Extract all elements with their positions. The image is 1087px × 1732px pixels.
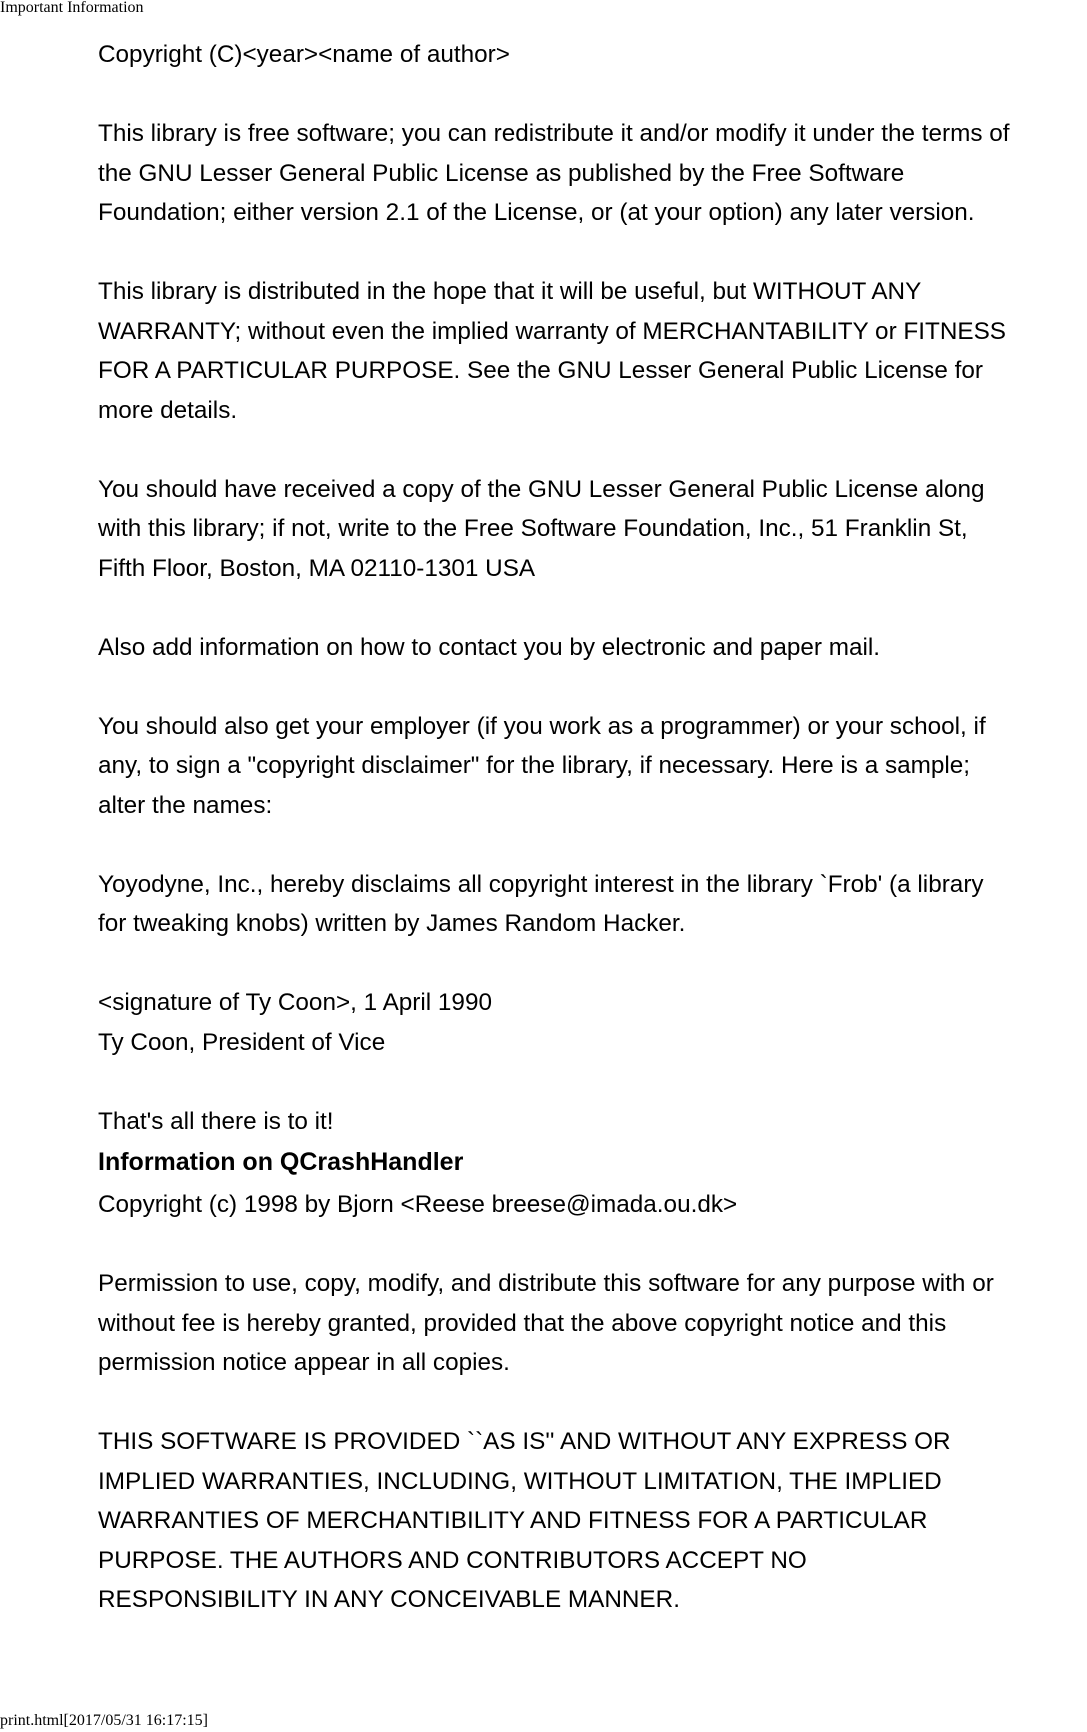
text-line: for tweaking knobs) written by James Random Hacker. xyxy=(98,910,686,937)
text-line: Foundation; either version 2.1 of the License, or (at your option) any later version. xyxy=(98,199,975,226)
text-line: WARRANTIES OF MERCHANTIBILITY AND FITNESS FOR A PARTICULAR xyxy=(98,1507,928,1534)
paragraph-spacer xyxy=(98,233,1087,273)
paragraph-spacer xyxy=(98,75,1087,115)
lgpl-paragraph-closing xyxy=(98,1102,1087,1142)
document-body xyxy=(98,35,1087,1620)
section-heading-qcrashhandler: Information on QCrashHandler xyxy=(98,1148,464,1176)
lgpl-paragraph-warranty xyxy=(98,272,1087,430)
lgpl-paragraph-copy-received xyxy=(98,470,1087,589)
text-line: Fifth Floor, Boston, MA 02110-1301 USA xyxy=(98,554,536,582)
text-line: That's all there is to it! xyxy=(98,1107,334,1135)
text-line: WARRANTY; without even the implied warranty of MERCHANTABILITY or FITNESS xyxy=(98,317,1007,345)
text-line: without fee is hereby granted, provided that the above copyright notice and this xyxy=(98,1309,947,1337)
text-line: the GNU Lesser General Public License as published by the Free Software xyxy=(98,159,905,187)
text-line: Copyright (C)<year><name of author> xyxy=(98,41,510,68)
text-line: <signature of Ty Coon>, 1 April 1990 xyxy=(98,989,492,1016)
text-line: more details. xyxy=(98,396,238,424)
text-line: Ty Coon, President of Vice xyxy=(98,1028,386,1056)
paragraph-spacer xyxy=(98,825,1087,865)
text-line: You should have received a copy of the GNU Lesser General Public License along xyxy=(98,475,985,503)
lgpl-copyright-line xyxy=(98,35,1087,75)
print-header-title: Important Information xyxy=(0,0,144,16)
qcrash-paragraph-permission xyxy=(98,1264,1087,1383)
text-line: THIS SOFTWARE IS PROVIDED ``AS IS'' AND WITHOUT ANY EXPRESS OR xyxy=(98,1428,951,1455)
lgpl-paragraph-disclaimer-sample xyxy=(98,865,1087,944)
qcrash-paragraph-as-is xyxy=(98,1422,1087,1620)
text-line: IMPLIED WARRANTIES, INCLUDING, WITHOUT LIMITATION, THE IMPLIED xyxy=(98,1467,942,1495)
paragraph-spacer xyxy=(98,667,1087,707)
text-line: PURPOSE. THE AUTHORS AND CONTRIBUTORS ACCEPT NO xyxy=(98,1546,807,1574)
lgpl-paragraph-free-software xyxy=(98,114,1087,233)
paragraph-spacer xyxy=(98,1062,1087,1102)
lgpl-paragraph-employer xyxy=(98,707,1087,826)
lgpl-paragraph-contact xyxy=(98,628,1087,668)
text-line: This library is free software; you can redistribute it and/or modify it under the terms of xyxy=(98,120,1010,147)
text-line: Copyright (c) 1998 by Bjorn <Reese breese@imada.ou.dk> xyxy=(98,1191,738,1218)
paragraph-spacer xyxy=(98,944,1087,984)
paragraph-spacer xyxy=(98,588,1087,628)
text-line: any, to sign a "copyright disclaimer" for the library, if necessary. Here is a sample; xyxy=(98,752,971,779)
lgpl-paragraph-signature xyxy=(98,983,1087,1062)
text-line: Permission to use, copy, modify, and distribute this software for any purpose with or xyxy=(98,1270,994,1297)
text-line: RESPONSIBILITY IN ANY CONCEIVABLE MANNER. xyxy=(98,1586,680,1613)
paragraph-spacer xyxy=(98,1383,1087,1423)
paragraph-spacer xyxy=(98,430,1087,470)
text-line: FOR A PARTICULAR PURPOSE. See the GNU Lesser General Public License for xyxy=(98,357,983,384)
text-line: Also add information on how to contact you by electronic and paper mail. xyxy=(98,633,880,661)
text-line: You should also get your employer (if you work as a programmer) or your school, if xyxy=(98,712,986,740)
text-line: Yoyodyne, Inc., hereby disclaims all copyright interest in the library `Frob' (a library xyxy=(98,870,984,898)
paragraph-spacer xyxy=(98,1225,1087,1265)
text-line: permission notice appear in all copies. xyxy=(98,1349,510,1376)
text-line: alter the names: xyxy=(98,791,273,819)
text-line: This library is distributed in the hope that it will be useful, but WITHOUT ANY xyxy=(98,278,922,305)
qcrash-copyright-line xyxy=(98,1185,1087,1225)
text-line: with this library; if not, write to the Free Software Foundation, Inc., 51 Franklin St, xyxy=(98,515,968,542)
print-footer-source: print.html[2017/05/31 16:17:15] xyxy=(0,1712,208,1729)
